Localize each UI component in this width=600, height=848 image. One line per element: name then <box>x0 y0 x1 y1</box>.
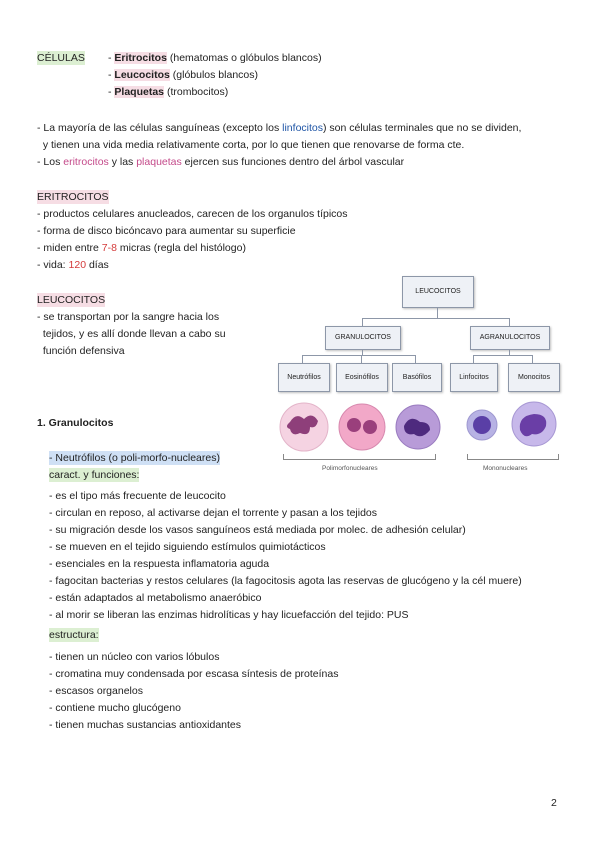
list-item: - esenciales en la respuesta inflamatoria aguda <box>49 558 270 570</box>
text: - La mayoría de las células sanguíneas (excepto los <box>37 122 283 134</box>
cells-label: CÉLULAS <box>37 52 85 64</box>
lymphocyte-illustration <box>467 410 497 440</box>
neutrofilos-title: - Neutrófilos (o poli-morfo-nucleares) <box>49 452 220 464</box>
eritrocitos-bullet: - forma de disco bicóncavo para aumentar su superficie <box>37 225 296 237</box>
diagram-connector <box>473 355 474 363</box>
list-item: - circulan en reposo, al activarse dejan el torrente y pasan a los tejidos <box>49 507 378 519</box>
diagram-leaf: Monocitos <box>508 363 560 392</box>
text: días <box>86 259 109 271</box>
diagram-connector <box>473 355 533 356</box>
diagram-leaf: Linfocitos <box>450 363 498 392</box>
eritrocitos-bullet <box>37 258 109 272</box>
diagram-connector <box>532 355 533 363</box>
list-item: - escasos organelos <box>49 685 143 697</box>
leucocitos-line: tejidos, y es allí donde llevan a cabo su <box>37 328 226 340</box>
list-item: - cromatina muy condensada por escasa síntesis de proteínas <box>49 668 339 680</box>
text: ejercen sus funciones dentro del árbol vascular <box>181 156 405 168</box>
text: y las <box>108 156 137 168</box>
cell-type-row: - Leucocitos (glóbulos blancos) <box>108 69 258 81</box>
diagram-connector <box>302 355 303 363</box>
cell-type-name: Leucocitos <box>114 69 170 81</box>
cell-type-note: (glóbulos blancos) <box>172 69 258 81</box>
text: - vida: <box>37 259 69 271</box>
eritrocitos-bullet: - productos celulares anucleados, carecen de los organulos típicos <box>37 208 348 220</box>
text: micras (regla del histólogo) <box>116 242 246 254</box>
diagram-leaf: Basófilos <box>392 363 442 392</box>
leucocitos-line: función defensiva <box>37 345 125 357</box>
list-item: - se mueven en el tejido siguiendo estímulos quimiotácticos <box>49 541 326 553</box>
caption-mononucleares: Mononucleares <box>483 465 528 472</box>
intro-line: y tienen una vida media relativamente corta, por lo que tienen que renovarse de forma cte. <box>37 139 465 151</box>
text-plaquetas: plaquetas <box>136 156 182 168</box>
text: - Los <box>37 156 64 168</box>
text-linfocitos: linfocitos <box>282 122 323 134</box>
diagram-leaf: Eosinófilos <box>336 363 388 392</box>
cell-illustrations <box>278 400 568 456</box>
caract-label: caract. y funciones: <box>49 469 140 481</box>
diagram-connector <box>361 355 362 363</box>
text-size: 7-8 <box>101 242 117 254</box>
leucocitos-line: - se transportan por la sangre hacia los <box>37 311 220 323</box>
text: - miden entre <box>37 242 102 254</box>
list-item: - tienen un núcleo con varios lóbulos <box>49 651 220 663</box>
cell-type-note: (hematomas o glóbulos blancos) <box>169 52 322 64</box>
intro-line <box>37 155 404 169</box>
diagram-leaf: Neutrófilos <box>278 363 330 392</box>
monocyte-illustration <box>512 402 556 446</box>
granulocitos-heading: 1. Granulocitos <box>37 417 114 429</box>
text: ) son células terminales que no se dividen, <box>323 122 522 134</box>
diagram-root: LEUCOCITOS <box>402 276 474 308</box>
eritrocitos-title: ERITROCITOS <box>37 191 109 203</box>
list-item: - tienen muchas sustancias antioxidantes <box>49 719 242 731</box>
diagram-connector <box>362 318 510 319</box>
list-item: - contiene mucho glucógeno <box>49 702 181 714</box>
estructura-label: estructura: <box>49 629 99 641</box>
list-item: - su migración desde los vasos sanguíneos está mediada por molec. de adhesión celular) <box>49 524 466 536</box>
cell-type-name: Plaquetas <box>114 86 165 98</box>
diagram-connector <box>415 355 416 363</box>
text-days: 120 <box>68 259 87 271</box>
diagram-granulocitos: GRANULOCITOS <box>325 326 401 350</box>
cell-type-row: - Eritrocitos (hematomas o glóbulos blancos) <box>108 52 322 64</box>
eritrocitos-bullet <box>37 241 246 255</box>
bracket-mono <box>467 454 559 460</box>
cell-type-name: Eritrocitos <box>114 52 167 64</box>
list-item: - fagocitan bacterias y restos celulares (la fagocitosis agota las reservas de glucógeno y la cél muere) <box>49 575 522 587</box>
cell-type-row: - Plaquetas (trombocitos) <box>108 86 229 98</box>
diagram-connector <box>509 318 510 326</box>
diagram-agranulocitos: AGRANULOCITOS <box>470 326 550 350</box>
leucocitos-title: LEUCOCITOS <box>37 294 106 306</box>
eosinophil-illustration <box>339 404 385 450</box>
cell-type-note: (trombocitos) <box>166 86 229 98</box>
intro-line <box>37 121 521 135</box>
caption-polimorfonucleares: Polimorfonucleares <box>322 465 378 472</box>
diagram-connector <box>302 355 416 356</box>
basophil-illustration <box>396 405 440 449</box>
text-eritrocitos: eritrocitos <box>63 156 109 168</box>
bracket-poly <box>283 454 436 460</box>
list-item: - es el tipo más frecuente de leucocito <box>49 490 226 502</box>
list-item: - al morir se liberan las enzimas hidrolíticas y hay licuefacción del tejido: PUS <box>49 609 409 621</box>
diagram-connector <box>362 318 363 326</box>
page-number: 2 <box>551 797 557 809</box>
list-item: - están adaptados al metabolismo anaeróbico <box>49 592 262 604</box>
neutrophil-illustration <box>280 403 328 451</box>
